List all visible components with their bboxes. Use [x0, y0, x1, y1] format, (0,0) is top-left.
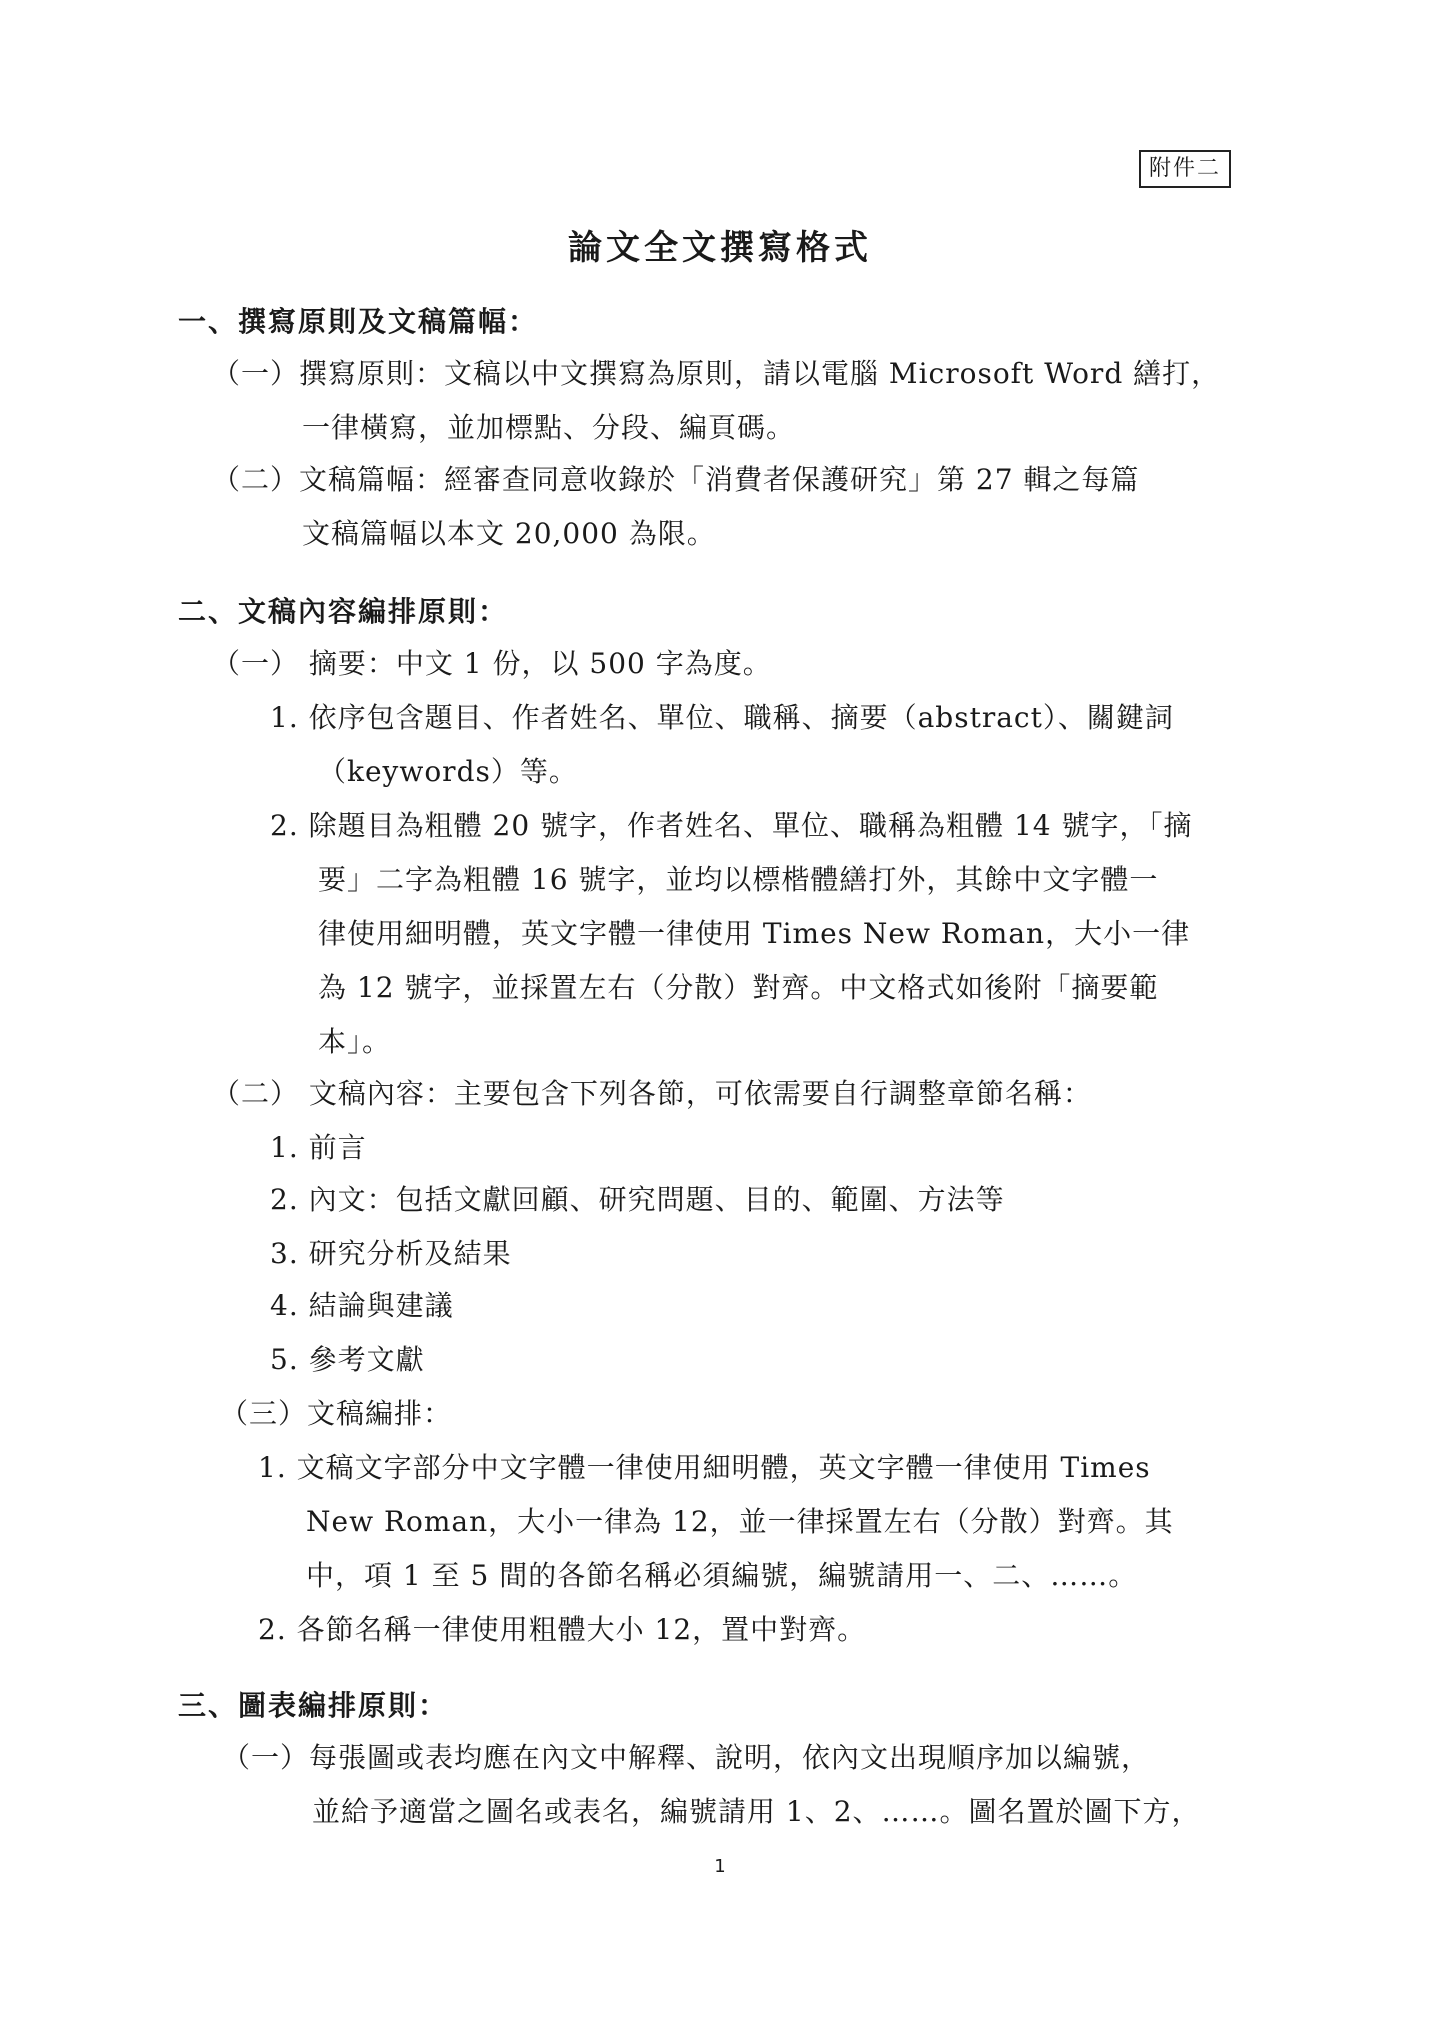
- s3-item1-line1: （一）每張圖或表均應在內文中解釋、說明，依內文出現順序加以編號，: [222, 1741, 1151, 1774]
- s1-item2-line1: （二）文稿篇幅：經審查同意收錄於「消費者保護研究」第 27 輯之每篇: [212, 463, 1140, 496]
- attachment-label: 附件二: [1139, 150, 1231, 188]
- s2-content-item-2: 2. 內文：包括文獻回顧、研究問題、目的、範圍、方法等: [270, 1183, 1005, 1216]
- s2-content-line: （二） 文稿內容：主要包含下列各節，可依需要自行調整章節名稱：: [212, 1077, 1092, 1110]
- s2-content-item-3: 3. 研究分析及結果: [270, 1237, 512, 1270]
- s2-c1-line3: 中，項 1 至 5 間的各節名稱必須編號，編號請用一、二、……。: [306, 1559, 1138, 1592]
- page-number: 1: [714, 1856, 726, 1877]
- s1-item1-line1: （一）撰寫原則：文稿以中文撰寫為原則，請以電腦 Microsoft Word 繕打，: [212, 357, 1221, 390]
- s2-content-item-4: 4. 結論與建議: [270, 1289, 454, 1322]
- s2-c2-line1: 2. 各節名稱一律使用粗體大小 12，置中對齊。: [258, 1613, 867, 1646]
- s2-a2-line4: 為 12 號字，並採置左右（分散）對齊。中文格式如後附「摘要範: [318, 971, 1159, 1004]
- s2-c1-line2: New Roman，大小一律為 12，並一律採置左右（分散）對齊。其: [306, 1505, 1174, 1538]
- section-1-heading: 一、撰寫原則及文稿篇幅：: [178, 305, 539, 338]
- s2-a2-line1: 2. 除題目為粗體 20 號字，作者姓名、單位、職稱為粗體 14 號字，「摘: [270, 809, 1193, 842]
- s2-content-item-5: 5. 參考文獻: [270, 1343, 425, 1376]
- s2-abstract-line: （一） 摘要：中文 1 份，以 500 字為度。: [212, 647, 772, 680]
- s2-content-item-1: 1. 前言: [270, 1131, 367, 1164]
- s1-item2-line2: 文稿篇幅以本文 20,000 為限。: [302, 517, 716, 550]
- s2-a1-line1: 1. 依序包含題目、作者姓名、單位、職稱、摘要（abstract）、關鍵詞: [270, 701, 1174, 734]
- s2-a1-line2: （keywords）等。: [318, 755, 578, 788]
- s2-a2-line3: 律使用細明體，英文字體一律使用 Times New Roman，大小一律: [318, 917, 1191, 950]
- s2-a2-line5: 本」。: [318, 1025, 392, 1058]
- page-title: 論文全文撰寫格式: [568, 228, 872, 268]
- s3-item1-line2: 並給予適當之圖名或表名，編號請用 1、2、……。圖名置於圖下方，: [312, 1795, 1201, 1828]
- s2-a2-line2: 要」二字為粗體 16 號字，並均以標楷體繕打外，其餘中文字體一: [318, 863, 1159, 896]
- s1-item1-line2: 一律橫寫，並加標點、分段、編頁碼。: [302, 411, 796, 444]
- s2-layout-line: （三）文稿編排：: [220, 1397, 453, 1430]
- section-3-heading: 三、圖表編排原則：: [178, 1689, 449, 1722]
- s2-c1-line1: 1. 文稿文字部分中文字體一律使用細明體，英文字體一律使用 Times: [258, 1451, 1151, 1484]
- section-2-heading: 二、文稿內容編排原則：: [178, 595, 509, 628]
